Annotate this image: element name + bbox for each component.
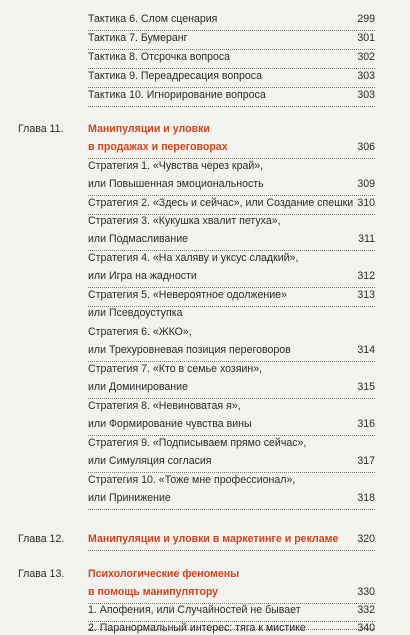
toc-entry-label: Стратегия 8. «Невиноватая я», — [88, 400, 241, 412]
toc-entry — [88, 69, 375, 88]
toc-entry — [88, 177, 375, 196]
toc-entry — [88, 454, 375, 473]
toc-entry-line — [88, 399, 375, 417]
toc-entry — [88, 585, 375, 604]
chapter-label: Глава 12. — [18, 533, 65, 545]
toc-entry — [88, 288, 375, 307]
toc-entry-label: Стратегия 1. «Чувства через край», — [88, 160, 264, 172]
toc-entry-label: Тактика 8. Отсрочка вопроса — [88, 51, 231, 63]
chapter-title: Манипуляции и уловки в маркетинге и рекламе — [88, 533, 339, 545]
toc-entry — [88, 196, 375, 215]
toc-entry-label: Тактика 9. Переадресация вопроса — [88, 70, 263, 82]
toc-entry-label: Стратегия 7. «Кто в семье хозяин», — [88, 363, 263, 375]
toc-entry-label: или Трехуровневая позиция переговоров — [88, 344, 291, 356]
toc-page-number: 306 — [357, 141, 375, 153]
toc-page-number: 303 — [357, 70, 375, 82]
toc-page-number: 330 — [357, 586, 375, 598]
toc-page-number: 313 — [357, 289, 375, 301]
toc-entry — [88, 269, 375, 288]
toc-entry — [88, 12, 375, 31]
toc-entry-line — [88, 251, 375, 269]
toc-entry — [88, 380, 375, 399]
chapter-title: Манипуляции и уловки — [88, 123, 210, 135]
toc-page-number: 301 — [357, 32, 375, 44]
chapter-title-line — [88, 567, 375, 585]
toc-entry-label: 2. Паранормальный интерес: тяга к мистике — [88, 622, 306, 634]
chapter-title: Психологические феномены — [88, 568, 240, 580]
toc-entry-label: 1. Апофения, или Случайностей не бывает — [88, 604, 301, 616]
toc-entry-label: Стратегия 3. «Кукушка хвалит петуха», — [88, 215, 281, 227]
toc-entry-label: Тактика 10. Игнорирование вопроса — [88, 89, 266, 101]
toc-entry-line — [88, 473, 375, 491]
toc-entry — [88, 31, 375, 50]
toc-page-number: 340 — [357, 622, 375, 634]
toc-page-number: 299 — [357, 13, 375, 25]
toc-entry-label: Стратегия 4. «На халяву и уксус сладкий», — [88, 252, 299, 264]
toc-entry — [88, 50, 375, 69]
toc-entry-label: Стратегия 5. «Невероятное одолжение» — [88, 289, 287, 301]
toc-entry-line — [88, 214, 375, 232]
toc-entry-label: или Симуляция согласия — [88, 455, 212, 467]
toc-page-number: 309 — [357, 178, 375, 190]
chapter-title: в помощь манипулятору — [88, 586, 219, 598]
toc-entry-line — [88, 436, 375, 454]
toc-page-number: 310 — [357, 197, 375, 209]
toc-entry-line — [88, 159, 375, 177]
toc-entry — [88, 603, 375, 622]
toc-entry-label: или Повышенная эмоциональность — [88, 178, 264, 190]
toc-entry — [88, 88, 375, 107]
toc-page-number: 320 — [357, 533, 375, 545]
toc-entry-label: или Подмасливание — [88, 233, 189, 245]
toc-entry-label: Стратегия 6. «ЖКО», — [88, 326, 192, 338]
toc-entry — [88, 140, 375, 159]
toc-entry-line — [88, 325, 375, 343]
chapter-title-line — [88, 122, 375, 140]
toc-entry-label: Тактика 6. Слом сценария — [88, 13, 218, 25]
toc-entry — [88, 532, 375, 551]
toc-entry-label: или Формирование чувства вины — [88, 418, 252, 430]
toc-page-number: 314 — [357, 344, 375, 356]
toc-page-number: 316 — [357, 418, 375, 430]
chapter-label: Глава 13. — [18, 568, 65, 580]
toc-entry — [88, 232, 375, 251]
toc-entry-label: или Псевдоуступка — [88, 307, 183, 319]
toc-entry-label: или Доминирование — [88, 381, 188, 393]
toc-page-number: 311 — [358, 233, 375, 245]
toc-page-number: 312 — [357, 270, 375, 282]
toc-page-number: 302 — [357, 51, 375, 63]
toc-entry-label: Стратегия 2. «Здесь и сейчас», или Создание спешки — [88, 197, 354, 209]
toc-entry-label: или Игра на жадности — [88, 270, 197, 282]
toc-entry-line — [88, 306, 375, 324]
toc-page-number: 303 — [357, 89, 375, 101]
toc-page-number: 318 — [357, 492, 375, 504]
toc-entry-label: или Принижение — [88, 492, 171, 504]
toc-entry — [88, 343, 375, 362]
toc-entry-label: Стратегия 9. «Подписываем прямо сейчас», — [88, 437, 307, 449]
toc-entry — [88, 491, 375, 510]
toc-entry-label: Стратегия 10. «Тоже мне профессионал», — [88, 474, 296, 486]
chapter-title: в продажах и переговорах — [88, 141, 228, 153]
toc-page-number: 315 — [357, 381, 375, 393]
toc-entry — [88, 417, 375, 436]
toc-entry-line — [88, 362, 375, 380]
toc-page-number: 317 — [357, 455, 375, 467]
toc-entry-label: Тактика 7. Бумеранг — [88, 32, 188, 44]
chapter-label: Глава 11. — [18, 123, 64, 135]
toc-page-number: 332 — [357, 604, 375, 616]
